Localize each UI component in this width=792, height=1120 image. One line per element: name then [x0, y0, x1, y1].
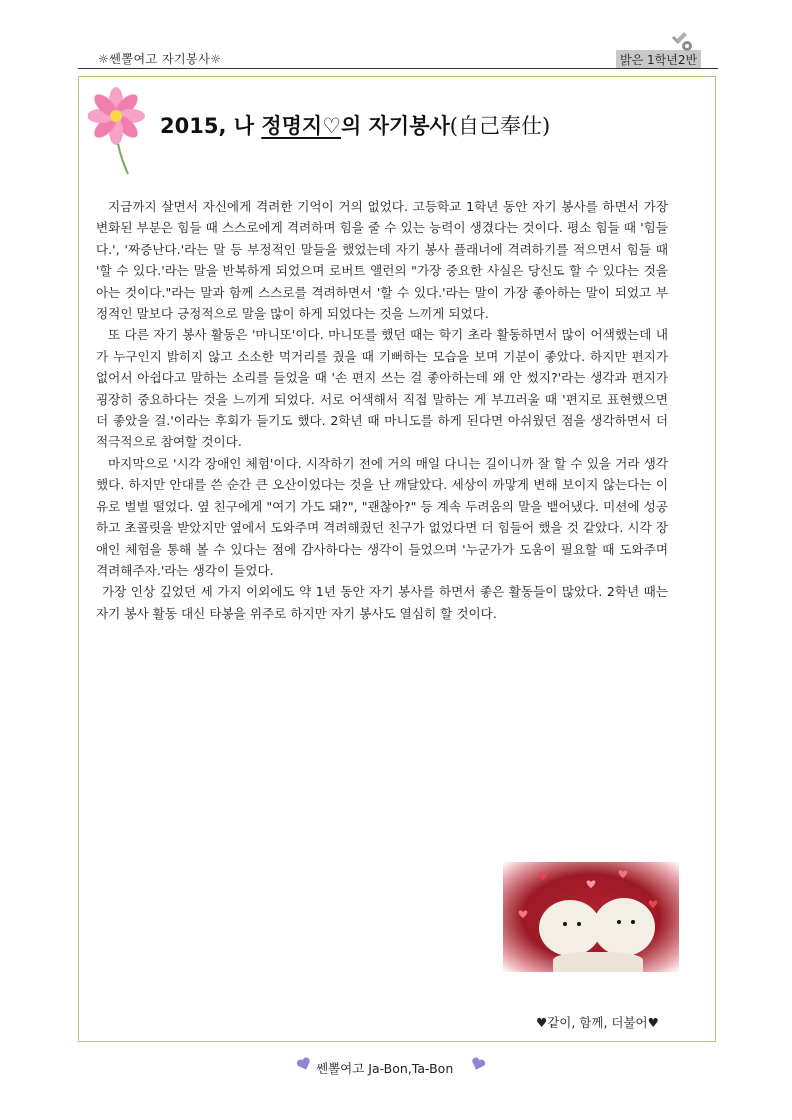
title-suffix: 의 자기봉사	[341, 114, 450, 138]
header-divider	[78, 68, 718, 69]
footer-text: 쎈뽈여고 Ja-Bon,Ta-Bon	[316, 1061, 454, 1076]
eye	[617, 920, 621, 924]
paragraph-2: 또 다른 자기 봉사 활동은 '마니또'이다. 마니또를 했던 때는 학기 초라 활동하면서 많이 어색했는데 내가 누구인지 밝히지 않고 소소한 먹거리를 줬을 때 기뻐하는 모습을 보며 기분이 좋았다. 하지만 편지가 없어서 아쉽다고 말하는 소리를 들었을 때 '손 편지 쓰는 걸 좋아하는데 왜 안 썼지?'라는 생각과 편지가 굉장히 중요하다는 것을 느끼게 되었다. 서로 어색해서 직접 말하는 게 부끄러울 때 '편지로 표현했으면 더 좋았을 걸.'이라는 후회가 들기도 했다. 2학년 때 마니도를 하게 된다면 아쉬웠던 점을 생각하면서 더 적극적으로 참여할 것이다.	[96, 327, 668, 450]
person-left	[539, 900, 601, 956]
heart-icon	[296, 1056, 312, 1072]
eye	[563, 922, 567, 926]
paragraph-3: 마지막으로 '시각 장애인 체험'이다. 시작하기 전에 거의 매일 다니는 길이니까 잘 할 수 있을 거라 생각했다. 하지만 안대를 쓴 순간 큰 오산이었다는 것을 난 깨달았다. 세상이 까맣게 변해 보이지 않는다는 이유로 벌벌 떨었다. 옆 친구에게 "여기 가도 돼?", "괜찮아?" 등 계속 두려움의 말을 뱉어냈다. 미션에 성공하고 초콜릿을 받았지만 옆에서 도와주며 격려해줬던 친구가 없었다면 더 힘들어 했을 것 같았다. 시각 장애인 체험을 통해 볼 수 있다는 점에 감사하다는 생각이 들었으며 '누군가가 도움이 필요할 때 도와주며 격려해주자.'라는 생각이 들었다.	[96, 455, 668, 578]
page-title	[160, 110, 550, 140]
essay-body	[96, 196, 668, 624]
person-right	[593, 898, 655, 956]
header-class-label: 밝은 1학년2반	[616, 50, 701, 69]
paragraph-4: 가장 인상 깊었던 세 가지 이외에도 약 1년 동안 자기 봉사를 하면서 좋은 활동들이 많았다. 2학년 때는 자기 봉사 활동 대신 타봉을 위주로 하지만 자기 봉사도 열심히 할 것이다.	[96, 584, 668, 621]
person-body	[553, 952, 643, 972]
title-name: 정명지♡	[261, 114, 342, 138]
eye	[577, 922, 581, 926]
title-hanja: (自己奉仕)	[449, 114, 551, 138]
flower-icon	[88, 86, 154, 176]
friends-illustration	[503, 862, 679, 972]
heart-icon	[470, 1056, 486, 1072]
paragraph-1: 지금까지 살면서 자신에게 격려한 기억이 거의 없었다. 고등학교 1학년 동안 자기 봉사를 하면서 가장 변화된 부분은 힘들 때 스스로에게 격려하며 힘을 줄 수 있는 능력이 생겼다는 것이다. 평소 힘들 때 '힘들다.', '짜증난다.'라는 말 등 부정적인 말들을 했었는데 자기 봉사 플래너에 격려하기를 적으면서 힘들 때 '할 수 있다.'라는 말을 반복하게 되었으며 로버트 앨런의 "가장 중요한 사실은 당신도 할 수 있다는 것을 아는 것이다."라는 말과 함께 스스로를 격려하면서 '할 수 있다.'라는 말이 가장 좋아하는 말이 되었고 부정적인 말보다 긍정적으로 말을 많이 하게 되었다는 것을 느끼게 되었다.	[96, 199, 668, 322]
tools-icon	[670, 30, 694, 54]
closing-motto: ♥같이, 함께, 더불어♥	[536, 1015, 659, 1030]
header-left-title: ☼쎈뽈여고 자기봉사☼	[98, 52, 222, 66]
title-prefix: 2015, 나	[160, 114, 262, 138]
eye	[631, 920, 635, 924]
